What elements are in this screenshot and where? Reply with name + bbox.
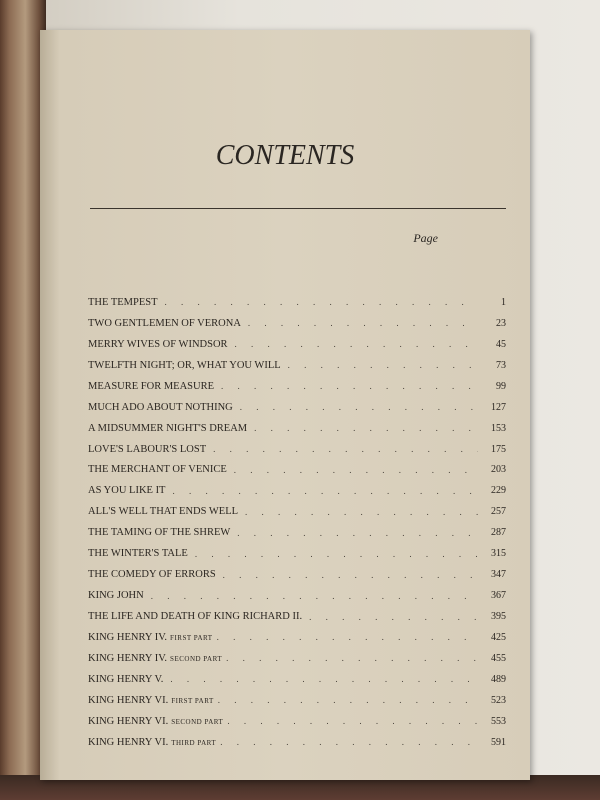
contents-entry (88, 292, 506, 313)
entry-title: THE WINTER'S TALE (88, 548, 188, 560)
leader-dots (170, 674, 478, 684)
entry-title: THE LIFE AND DEATH OF KING RICHARD II. (88, 611, 303, 623)
leader-dots (240, 402, 478, 412)
contents-entry (88, 376, 506, 397)
entry-page-number: 455 (491, 652, 506, 664)
contents-entry (88, 460, 506, 481)
contents-entry (88, 355, 506, 376)
leader-dots (226, 653, 478, 663)
entry-page-number: 175 (491, 443, 506, 455)
entry-page-number: 315 (491, 548, 506, 560)
leader-dots (288, 360, 478, 370)
entry-page-number: 257 (491, 506, 506, 518)
entry-page-number: 395 (491, 611, 506, 623)
entry-title: ALL'S WELL THAT ENDS WELL (88, 506, 239, 518)
entry-title: AS YOU LIKE IT (88, 485, 166, 497)
entry-page-number: 425 (491, 631, 506, 643)
contents-entry (88, 564, 506, 585)
entry-title: A MIDSUMMER NIGHT'S DREAM (88, 422, 248, 434)
entry-title: LOVE'S LABOUR'S LOST (88, 443, 207, 455)
leader-dots (248, 318, 478, 328)
entry-page-number: 127 (491, 401, 506, 413)
contents-entry (88, 690, 506, 711)
entry-subtitle: THIRD PART (171, 738, 217, 747)
leader-dots (213, 444, 478, 454)
leader-dots (221, 381, 478, 391)
leader-dots (151, 591, 478, 601)
leader-dots (254, 423, 478, 433)
entry-subtitle: SECOND PART (171, 717, 224, 726)
leader-dots (165, 297, 478, 307)
contents-entry (88, 439, 506, 460)
entry-page-number: 347 (491, 569, 506, 581)
title-rule (90, 208, 506, 209)
leader-dots (234, 465, 478, 475)
entry-title: KING HENRY VI. THIRD PART (88, 736, 217, 748)
entry-title: THE TEMPEST (88, 296, 158, 308)
contents-entry (88, 313, 506, 334)
entry-title: MUCH ADO ABOUT NOTHING (88, 401, 233, 413)
leader-dots (237, 528, 478, 538)
contents-entry (88, 543, 506, 564)
contents-entry (88, 585, 506, 606)
entry-subtitle: FIRST PART (170, 633, 213, 642)
contents-entry (88, 480, 506, 501)
entry-page-number: 45 (496, 338, 506, 350)
entry-title: KING HENRY VI. SECOND PART (88, 715, 224, 727)
entry-page-number: 523 (491, 694, 506, 706)
leader-dots (218, 695, 478, 705)
entry-page-number: 489 (491, 673, 506, 685)
contents-entry (88, 334, 506, 355)
entry-subtitle: SECOND PART (170, 654, 223, 663)
entry-subtitle: FIRST PART (171, 696, 214, 705)
contents-list (88, 292, 506, 753)
leader-dots (172, 486, 478, 496)
entry-page-number: 23 (496, 317, 506, 329)
entry-title: KING JOHN (88, 590, 144, 602)
contents-entry (88, 418, 506, 439)
entry-page-number: 553 (491, 715, 506, 727)
leader-dots (220, 737, 478, 747)
entry-page-number: 287 (491, 527, 506, 539)
contents-entry (88, 669, 506, 690)
entry-page-number: 229 (491, 485, 506, 497)
entry-title: KING HENRY V. (88, 673, 164, 685)
entry-title: KING HENRY IV. SECOND PART (88, 652, 223, 664)
contents-entry (88, 627, 506, 648)
page-title: CONTENTS (215, 140, 355, 171)
entry-title: MERRY WIVES OF WINDSOR (88, 338, 228, 350)
entry-page-number: 153 (491, 422, 506, 434)
leader-dots (195, 549, 478, 559)
contents-entry (88, 732, 506, 753)
contents-entry (88, 606, 506, 627)
entry-title: KING HENRY IV. FIRST PART (88, 631, 213, 643)
contents-entry (88, 522, 506, 543)
entry-title: THE MERCHANT OF VENICE (88, 464, 227, 476)
leader-dots (217, 632, 478, 642)
page-column-label: Page (413, 231, 438, 245)
entry-title: THE COMEDY OF ERRORS (88, 569, 216, 581)
entry-page-number: 203 (491, 464, 506, 476)
entry-title: KING HENRY VI. FIRST PART (88, 694, 214, 706)
leader-dots (245, 507, 478, 517)
leader-dots (227, 716, 478, 726)
book-page (40, 30, 530, 780)
entry-title: MEASURE FOR MEASURE (88, 380, 215, 392)
entry-page-number: 367 (491, 590, 506, 602)
entry-title: TWELFTH NIGHT; OR, WHAT YOU WILL (88, 359, 281, 371)
contents-entry (88, 397, 506, 418)
entry-page-number: 99 (496, 380, 506, 392)
entry-page-number: 73 (496, 359, 506, 371)
leader-dots (309, 612, 478, 622)
leader-dots (223, 570, 478, 580)
entry-title: TWO GENTLEMEN OF VERONA (88, 317, 241, 329)
entry-title: THE TAMING OF THE SHREW (88, 527, 231, 539)
contents-entry (88, 501, 506, 522)
contents-entry (88, 648, 506, 669)
entry-page-number: 591 (491, 736, 506, 748)
leader-dots (235, 339, 478, 349)
entry-page-number: 1 (501, 296, 506, 308)
contents-entry (88, 711, 506, 732)
